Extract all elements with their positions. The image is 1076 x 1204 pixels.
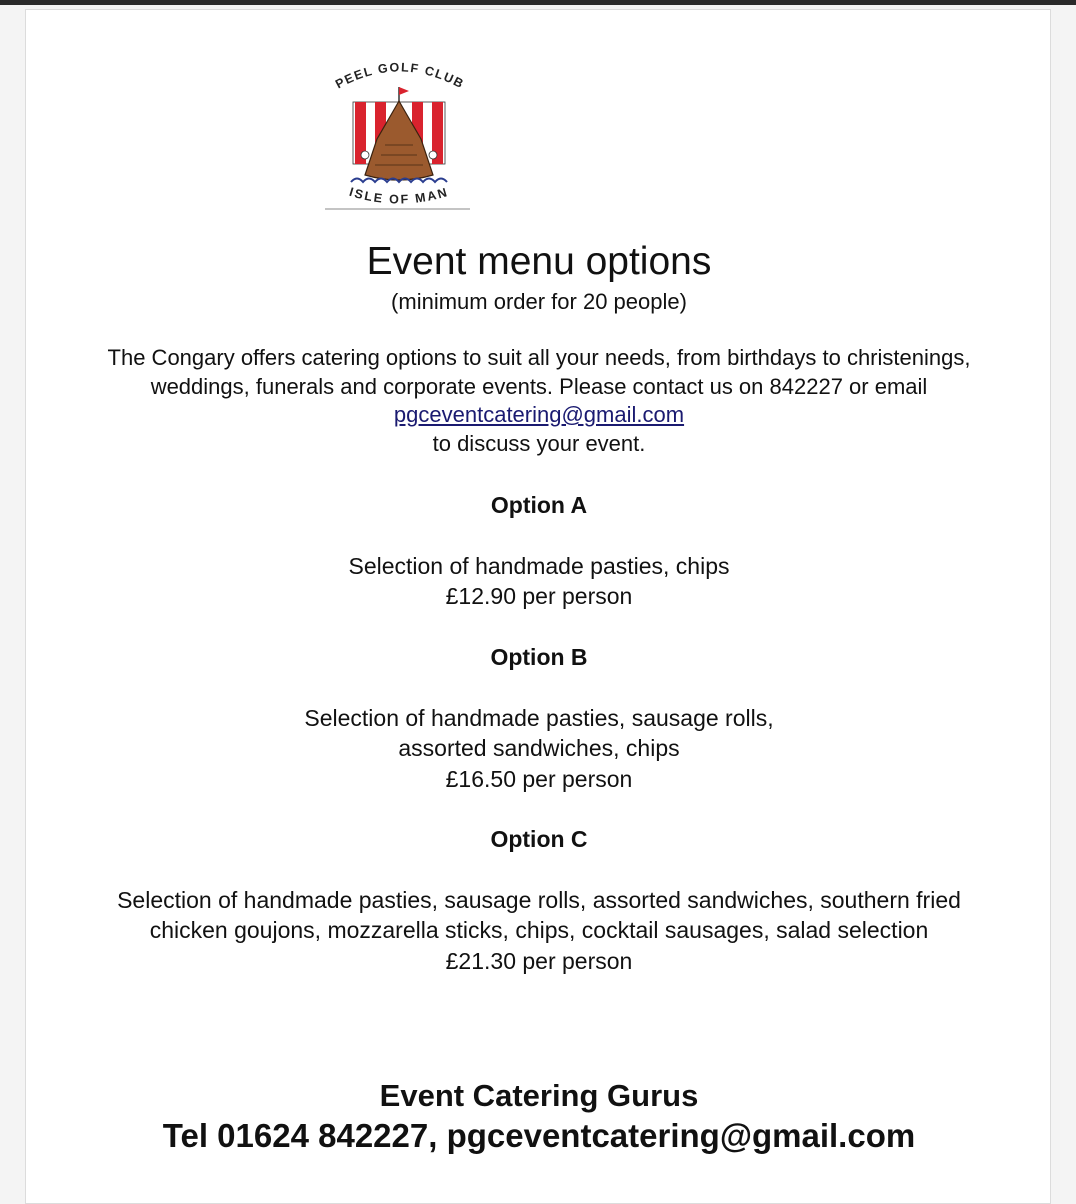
option-c-description: Selection of handmade pasties, sausage rolls, assorted sandwiches, southern fried	[117, 887, 961, 913]
logo-arc-bottom: ISLE OF MAN	[347, 184, 451, 207]
footer-contact: Tel 01624 842227, pgceventcatering@gmail.com	[162, 1117, 916, 1154]
page-subtitle: (minimum order for 20 people)	[391, 289, 687, 314]
page-title: Event menu options	[366, 240, 712, 283]
option-a-title: Option A	[490, 492, 588, 518]
option-b-title: Option B	[490, 644, 588, 670]
intro-line: The Congary offers catering options to suit all your needs, from birthdays to christenings,	[107, 345, 971, 370]
top-bar	[0, 0, 1076, 5]
document-page	[25, 9, 1051, 1204]
logo-arc-top: PEEL GOLF CLUB	[333, 60, 467, 92]
option-b-price: £16.50 per person	[445, 766, 633, 792]
footer-company-name: Event Catering Gurus	[379, 1078, 699, 1113]
club-logo	[325, 55, 473, 210]
svg-text:ISLE OF MAN	[348, 185, 451, 207]
option-b-description: Selection of handmade pasties, sausage rolls,	[304, 705, 774, 731]
option-b-description: assorted sandwiches, chips	[398, 735, 680, 761]
option-c-description: chicken goujons, mozzarella sticks, chips, cocktail sausages, salad selection	[149, 917, 929, 943]
intro-paragraph	[66, 344, 1012, 458]
option-c-title: Option C	[490, 826, 588, 852]
email-link[interactable]: pgceventcatering@gmail.com	[393, 402, 685, 427]
option-a-price: £12.90 per person	[445, 583, 633, 609]
intro-line: weddings, funerals and corporate events. Please contact us on 842227 or email	[150, 373, 928, 399]
flag-icon	[399, 87, 409, 95]
svg-text:PEEL GOLF CLUB	[333, 60, 467, 91]
option-a-description: Selection of handmade pasties, chips	[348, 553, 730, 579]
intro-line: to discuss your event.	[432, 430, 646, 456]
option-c-price: £21.30 per person	[445, 948, 633, 974]
